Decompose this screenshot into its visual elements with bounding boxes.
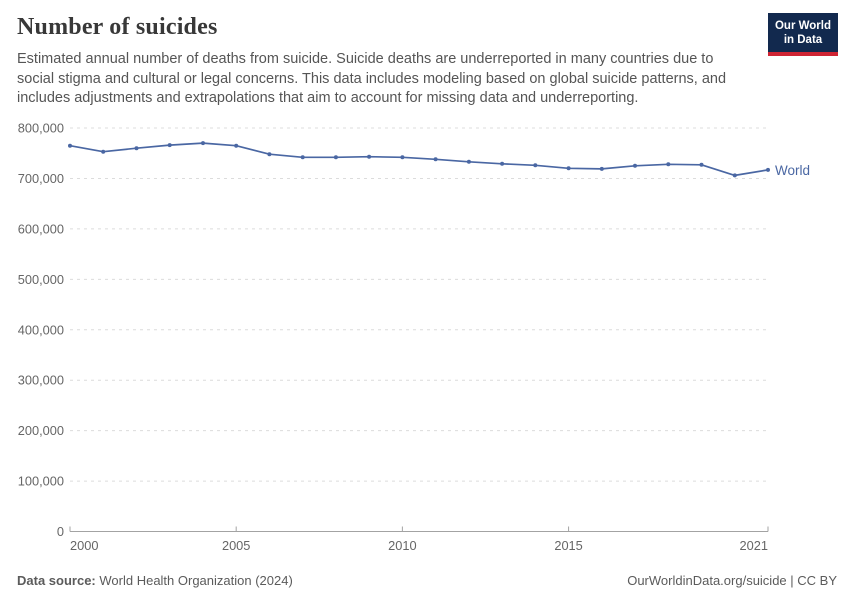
data-source-label: Data source:: [17, 573, 96, 588]
data-point: [400, 155, 404, 159]
data-point: [500, 162, 504, 166]
data-point: [600, 167, 604, 171]
data-point: [567, 166, 571, 170]
data-point: [101, 150, 105, 154]
y-tick-label: 800,000: [17, 120, 64, 136]
data-point: [533, 163, 537, 167]
data-source-value: World Health Organization (2024): [99, 573, 293, 588]
y-tick-label: 600,000: [17, 221, 64, 237]
x-axis: [70, 527, 768, 554]
data-point: [666, 162, 670, 166]
owid-logo-line-1: Our World: [774, 20, 831, 32]
data-point: [234, 144, 238, 148]
chart-title: Number of suicides: [17, 14, 218, 40]
data-point: [467, 160, 471, 164]
data-point: [68, 144, 72, 148]
x-tick-label: 2021: [739, 538, 768, 553]
owid-logo-line-2: in Data: [783, 34, 823, 46]
y-tick-label: 200,000: [17, 423, 64, 439]
data-point: [733, 173, 737, 177]
subtitle-line-3: includes adjustments and extrapolations that aim to account for missing data and underreporting.: [17, 90, 639, 106]
subtitle-line-1: Estimated annual number of deaths from suicide. Suicide deaths are underreported in many countries due to: [17, 51, 714, 67]
footer-citation-link[interactable]: OurWorldinData.org/suicide | CC BY: [627, 573, 837, 588]
data-point: [434, 157, 438, 161]
y-tick-label: 700,000: [17, 170, 64, 186]
x-tick-label: 2000: [70, 538, 99, 553]
data-point: [135, 146, 139, 150]
subtitle-line-2: social stigma and cultural or legal concerns. This data includes modeling based on global suicide patterns, and: [17, 70, 727, 87]
data-point: [168, 143, 172, 147]
data-source: [17, 573, 293, 588]
data-point: [301, 155, 305, 159]
world-series: [68, 141, 770, 177]
series-entity-label: World: [775, 163, 811, 178]
world-line: [70, 143, 768, 175]
chart-footer: [17, 573, 837, 588]
y-tick-label: 0: [56, 524, 64, 539]
x-tick-label: 2005: [221, 538, 251, 553]
data-point: [766, 168, 770, 172]
data-point: [334, 155, 338, 159]
y-tick-label: 500,000: [17, 271, 64, 287]
x-tick-label: 2015: [554, 538, 583, 553]
data-point: [633, 164, 637, 168]
y-tick-label: 400,000: [17, 322, 64, 338]
data-point: [267, 152, 271, 156]
data-point: [700, 163, 704, 167]
data-point: [367, 155, 371, 159]
y-tick-label: 100,000: [17, 473, 64, 489]
data-point: [201, 141, 205, 145]
y-axis-labels: [18, 121, 64, 540]
x-tick-label: 2010: [388, 538, 417, 553]
y-tick-label: 300,000: [17, 372, 64, 388]
gridlines: [70, 128, 768, 481]
